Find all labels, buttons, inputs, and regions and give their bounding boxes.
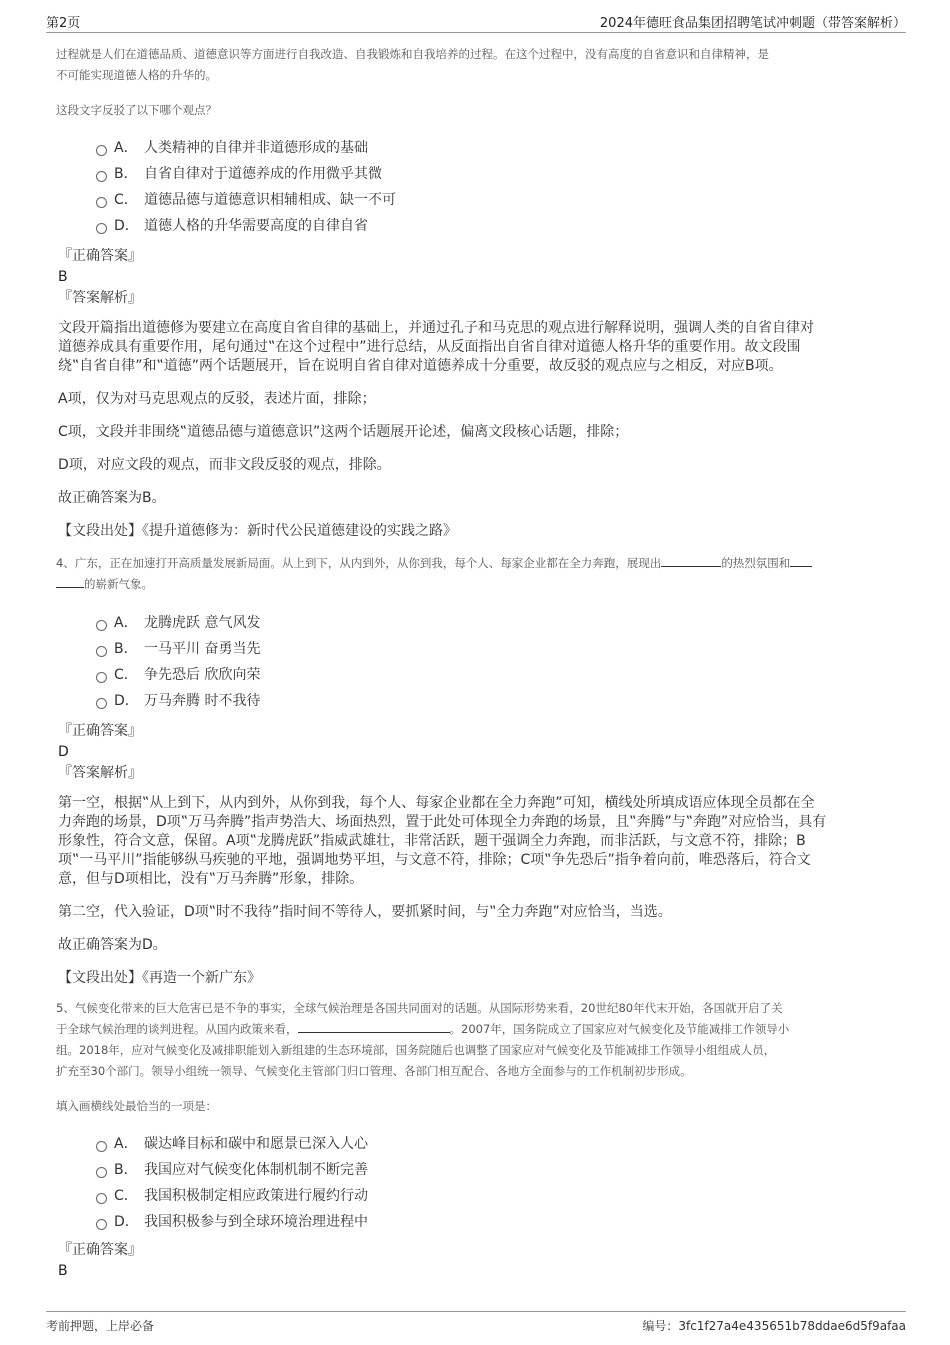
radio-icon[interactable] (96, 1141, 107, 1152)
q4-answer: D (58, 744, 69, 760)
radio-icon[interactable] (96, 1219, 107, 1230)
radio-icon[interactable] (96, 698, 107, 709)
q4-stem-line: 的崭新气象。 (56, 574, 892, 595)
footer-slogan: 考前押题，上岸必备 (46, 1319, 155, 1333)
q3-option-a[interactable]: A． 人类精神的自律并非道德形成的基础 (94, 135, 892, 161)
q3-ask: 这段文字反驳了以下哪个观点？ (56, 103, 217, 117)
q3-analysis-label: 『答案解析』 (58, 290, 142, 306)
q3-option-d[interactable]: D． 道德人格的升华需要高度的自律自省 (94, 213, 892, 239)
radio-icon[interactable] (96, 145, 107, 156)
q5-ask: 填入画横线处最恰当的一项是： (56, 1099, 217, 1113)
q4-option-d[interactable]: D． 万马奔腾 时不我待 (94, 688, 892, 714)
q3-answer-label: 『正确答案』 (58, 248, 142, 264)
q5-blank[interactable] (298, 1019, 450, 1033)
q5-option-b[interactable]: B． 我国应对气候变化体制机制不断完善 (94, 1157, 892, 1183)
page-footer (46, 1311, 906, 1336)
q4-analysis-label: 『答案解析』 (58, 765, 142, 781)
q3-analysis-line: 道德养成具有重要作用，尾句通过‟在这个过程中”进行总结，从反面指出自省自律对道德人格升华的重要作用。故文段围 (58, 339, 801, 355)
radio-icon[interactable] (96, 1167, 107, 1178)
q4-blank-2-cont[interactable] (56, 574, 84, 588)
q4-analysis-line: 第一空，根据‟从上到下，从内到外，从你到我，每个人、每家企业都在全力奔跑”可知，横线处所填成语应体现全员都在全 (58, 795, 815, 811)
q4-stem: 4、广东，正在加速打开高质量发展新局面。从上到下，从内到外，从你到我，每个人、每家企业都在全力奔跑，展现出 的热烈氛围和 (56, 553, 892, 574)
q4-analysis-blank2: 第二空，代入验证，D项‟时不我待”指时间不等待人，要抓紧时间，与‟全力奔跑”对应恰当，当选。 (58, 904, 672, 920)
q4-conclusion: 故正确答案为D。 (58, 937, 167, 953)
q5-option-d[interactable]: D． 我国积极参与到全球环境治理进程中 (94, 1209, 892, 1235)
q3-option-c[interactable]: C． 道德品德与道德意识相辅相成、缺一不可 (94, 187, 892, 213)
q3-answer: B (58, 269, 68, 285)
q5-option-a[interactable]: A． 碳达峰目标和碳中和愿景已深入人心 (94, 1131, 892, 1157)
q5-stem-line: 5、气候变化带来的巨大危害已是不争的事实，全球气候治理是各国共同面对的话题。从国际形势来看，20世纪80年代末开始，各国就开启了关 (56, 1001, 783, 1015)
q4-options (94, 610, 892, 714)
q3-option-b[interactable]: B． 自省自律对于道德养成的作用微乎其微 (94, 161, 892, 187)
radio-icon[interactable] (96, 672, 107, 683)
q3-conclusion: 故正确答案为B。 (58, 490, 166, 506)
q3-analysis-a: A项，仅为对马克思观点的反驳，表述片面，排除； (58, 391, 376, 407)
q3-analysis-line: 文段开篇指出道德修为要建立在高度自省自律的基础上，并通过孔子和马克思的观点进行解释说明，强调人类的自省自律对 (58, 320, 814, 336)
q4-answer-label: 『正确答案』 (58, 723, 142, 739)
q3-options (94, 135, 892, 239)
q3-analysis-line: 绕‟自省自律”和‟道德”两个话题展开，旨在说明自省自律对道德养成十分重要，故反驳的观点应与之相反，对应B项。 (58, 358, 783, 374)
q3-analysis-d: D项，对应文段的观点，而非文段反驳的观点，排除。 (58, 457, 391, 473)
q4-option-c[interactable]: C． 争先恐后 欣欣向荣 (94, 662, 892, 688)
q5-stem-line: 于全球气候治理的谈判进程。从国内政策来看， 。2007年，国务院成立了国家应对气候变化及节能减排工作领导小 (56, 1019, 892, 1040)
q4-blank-2[interactable] (790, 553, 812, 567)
q4-analysis-line: 力奔跑的场景，D项‟万马奔腾”指声势浩大、场面热烈，置于此处可体现全力奔跑的场景，且‟奔腾”与‟奔跑”对应恰当，具有 (58, 814, 827, 830)
q4-source: 【文段出处】《再造一个新广东》 (58, 970, 261, 986)
q4-blank-1[interactable] (661, 553, 721, 567)
q4-option-a[interactable]: A． 龙腾虎跃 意气风发 (94, 610, 892, 636)
page-content (56, 44, 892, 1281)
document-title: 2024年德旺食品集团招聘笔试冲刺题（带答案解析） (599, 16, 906, 31)
page-header (46, 8, 906, 33)
q5-option-c[interactable]: C． 我国积极制定相应政策进行履约行动 (94, 1183, 892, 1209)
radio-icon[interactable] (96, 1193, 107, 1204)
radio-icon[interactable] (96, 171, 107, 182)
document-code: 编号：3fc1f27a4e435651b78ddae6d5f9afaa (642, 1319, 906, 1333)
radio-icon[interactable] (96, 620, 107, 631)
q3-analysis-c: C项，文段并非围绕‟道德品德与道德意识”这两个话题展开论述，偏离文段核心话题，排除； (58, 424, 629, 440)
q4-analysis-line: 项‟一马平川”指能够纵马疾驰的平地，强调地势平坦，与文意不符，排除；C项‟争先恐后”指争着向前，唯恐落后，符合文 (58, 852, 811, 868)
q3-source: 【文段出处】《提升道德修为：新时代公民道德建设的实践之路》 (58, 523, 457, 539)
q5-stem-line: 组。2018年，应对气候变化及减排职能划入新组建的生态环境部，国务院随后也调整了国家应对气候变化及节能减排工作领导小组组成人员， (56, 1043, 776, 1057)
q4-analysis-line: 意，但与D项相比，没有‟万马奔腾”形象，排除。 (58, 871, 364, 887)
q5-stem-line: 扩充至30个部门。领导小组统一领导、气候变化主管部门归口管理、各部门相互配合、各地方全面参与的工作机制初步形成。 (56, 1064, 692, 1078)
q3-stem-line: 过程就是人们在道德品质、道德意识等方面进行自我改造、自我锻炼和自我培养的过程。在这个过程中，没有高度的自省意识和自律精神，是 (56, 47, 769, 61)
q4-analysis-line: 形象性，符合文意，保留。A项‟龙腾虎跃”指威武雄壮，非常活跃，题干强调全力奔跑，而非活跃，与文意不符，排除；B (58, 833, 806, 849)
radio-icon[interactable] (96, 646, 107, 657)
page-number: 第2页 (46, 16, 81, 31)
q4-option-b[interactable]: B． 一马平川 奋勇当先 (94, 636, 892, 662)
q3-stem-line: 不可能实现道德人格的升华的。 (56, 68, 217, 82)
radio-icon[interactable] (96, 197, 107, 208)
q5-answer: B (58, 1263, 68, 1279)
q5-options (94, 1131, 892, 1235)
q5-answer-label: 『正确答案』 (58, 1242, 142, 1258)
radio-icon[interactable] (96, 223, 107, 234)
